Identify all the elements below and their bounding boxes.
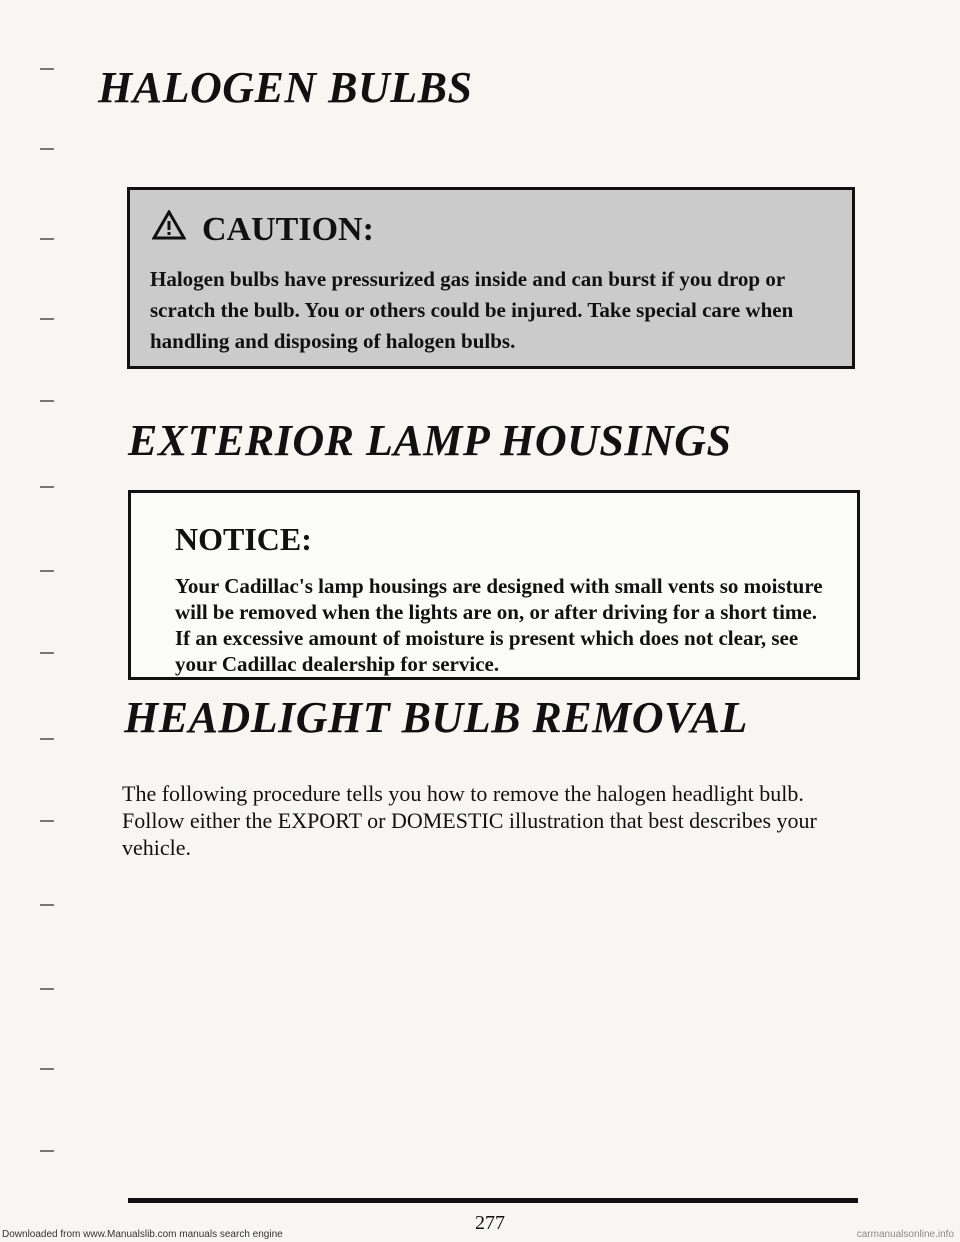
- caution-heading-row: [152, 210, 374, 249]
- section-title-exterior-lamp-housings: EXTERIOR LAMP HOUSINGS: [128, 416, 732, 465]
- download-watermark-link[interactable]: Downloaded from www.Manualslib.com manuals search engine: [2, 1229, 283, 1240]
- margin-mark: [40, 486, 54, 488]
- margin-mark: [40, 318, 54, 320]
- margin-mark: [40, 820, 54, 822]
- site-watermark: carmanualsonline.info: [856, 1229, 954, 1240]
- notice-heading: NOTICE:: [175, 521, 312, 557]
- notice-box: [128, 490, 860, 680]
- margin-mark: [40, 1068, 54, 1070]
- watermark-bar: [0, 1228, 960, 1242]
- margin-mark: [40, 68, 54, 70]
- margin-mark: [40, 148, 54, 150]
- section-title-headlight-bulb-removal: HEADLIGHT BULB REMOVAL: [124, 693, 748, 742]
- margin-mark: [40, 1150, 54, 1152]
- section-title-halogen-bulbs: HALOGEN BULBS: [98, 63, 473, 112]
- margin-mark: [40, 570, 54, 572]
- headlight-intro-paragraph: The following procedure tells you how to remove the halogen headlight bulb. Follow either the EXPORT or DOMESTIC illustration that best describes your vehicle.: [122, 781, 817, 860]
- caution-heading: CAUTION:: [202, 210, 374, 248]
- caution-text: Halogen bulbs have pressurized gas inside and can burst if you drop or scratch the bulb. You or others could be injured. Take special care when handling and disposing of halogen bulbs.: [150, 267, 794, 353]
- margin-mark: [40, 400, 54, 402]
- margin-mark: [40, 988, 54, 990]
- binding-margin-marks: [40, 0, 70, 1242]
- page-number: 277: [475, 1212, 505, 1234]
- margin-mark: [40, 738, 54, 740]
- margin-mark: [40, 652, 54, 654]
- caution-box: [127, 187, 855, 369]
- warning-triangle-icon: [152, 210, 186, 249]
- notice-text: Your Cadillac's lamp housings are designed with small vents so moisture will be removed when the lights are on, or after driving for a short time. If an excessive amount of moisture is present which does not clear, see your Cadillac dealership for service.: [175, 574, 823, 676]
- footer-rule: [128, 1198, 858, 1203]
- margin-mark: [40, 238, 54, 240]
- margin-mark: [40, 904, 54, 906]
